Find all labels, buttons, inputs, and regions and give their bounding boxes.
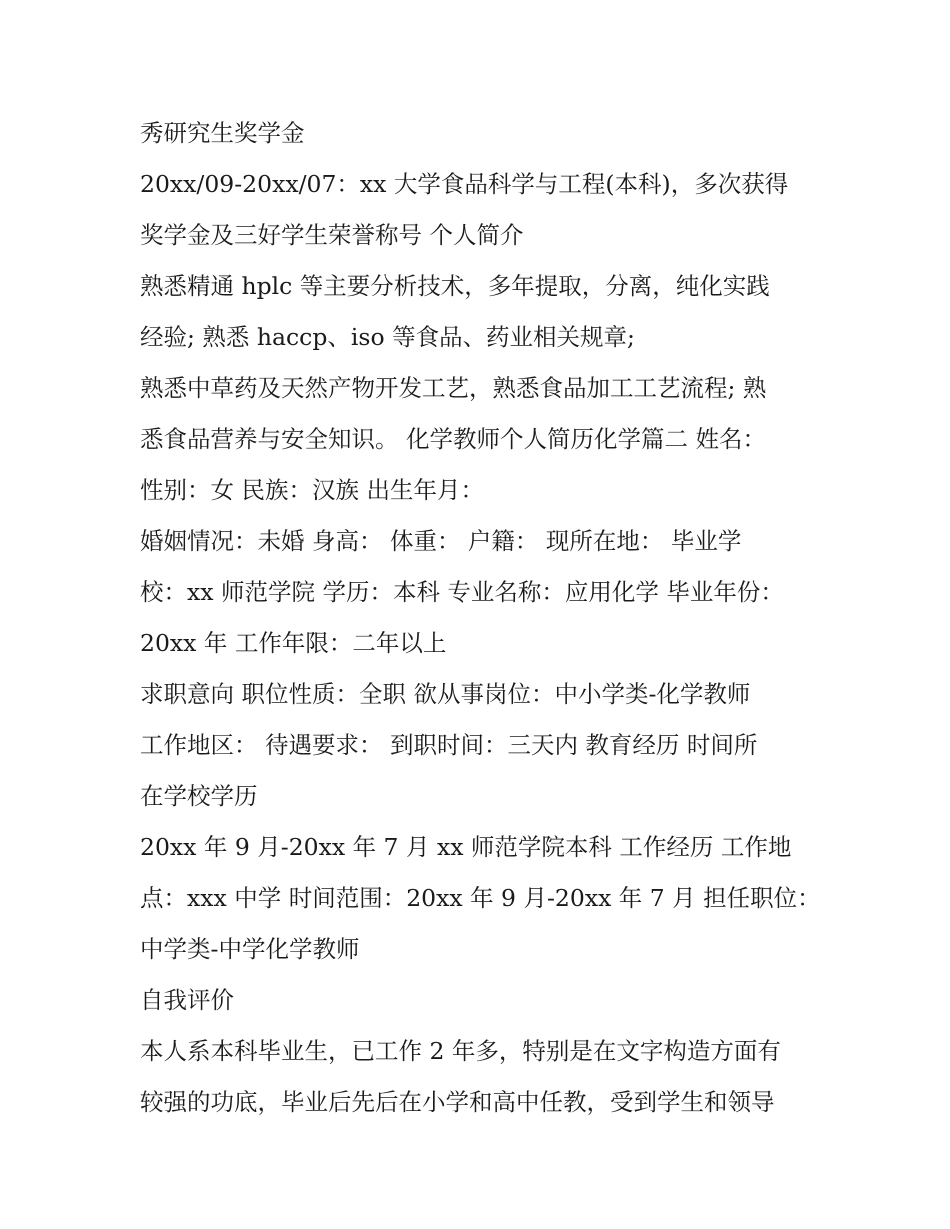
text-line: 悉食品营养与安全知识。 化学教师个人简历化学篇二 姓名： (140, 425, 766, 453)
text-line: 秀研究生奖学金 (140, 119, 305, 147)
text-line: 求职意向 职位性质：全职 欲从事岗位：中小学类-化学教师 (140, 680, 751, 708)
body-text (140, 108, 840, 1128)
text-line: 熟悉精通 hplc 等主要分析技术，多年提取，分离，纯化实践 (140, 272, 770, 300)
text-line: 20xx/09-20xx/07：xx 大学食品科学与工程(本科)，多次获得 (140, 170, 789, 198)
text-line: 点：xxx 中学 时间范围：20xx 年 9 月-20xx 年 7 月 担任职位： (140, 884, 821, 912)
text-line: 熟悉中草药及天然产物开发工艺，熟悉食品加工工艺流程; 熟 (140, 374, 767, 402)
text-line: 奖学金及三好学生荣誉称号 个人简介 (140, 221, 524, 249)
text-line: 较强的功底，毕业后先后在小学和高中任教，受到学生和领导 (140, 1088, 775, 1116)
section-heading: 自我评价 (140, 986, 234, 1014)
text-line: 本人系本科毕业生，已工作 2 年多，特别是在文字构造方面有 (140, 1037, 781, 1065)
text-line: 婚姻情况：未婚 身高： 体重： 户籍： 现所在地： 毕业学 (140, 527, 742, 555)
text-line: 20xx 年 9 月-20xx 年 7 月 xx 师范学院本科 工作经历 工作地 (140, 833, 792, 861)
text-line: 工作地区： 待遇要求： 到职时间：三天内 教育经历 时间所 (140, 731, 758, 759)
text-line: 经验; 熟悉 haccp、iso 等食品、药业相关规章; (140, 323, 635, 351)
text-line: 中学类-中学化学教师 (140, 935, 360, 963)
text-line: 性别：女 民族：汉族 出生年月： (140, 476, 484, 504)
text-line: 20xx 年 工作年限：二年以上 (140, 629, 447, 657)
text-line: 校：xx 师范学院 学历：本科 专业名称：应用化学 毕业年份： (140, 578, 784, 606)
text-line: 在学校学历 (140, 782, 258, 810)
